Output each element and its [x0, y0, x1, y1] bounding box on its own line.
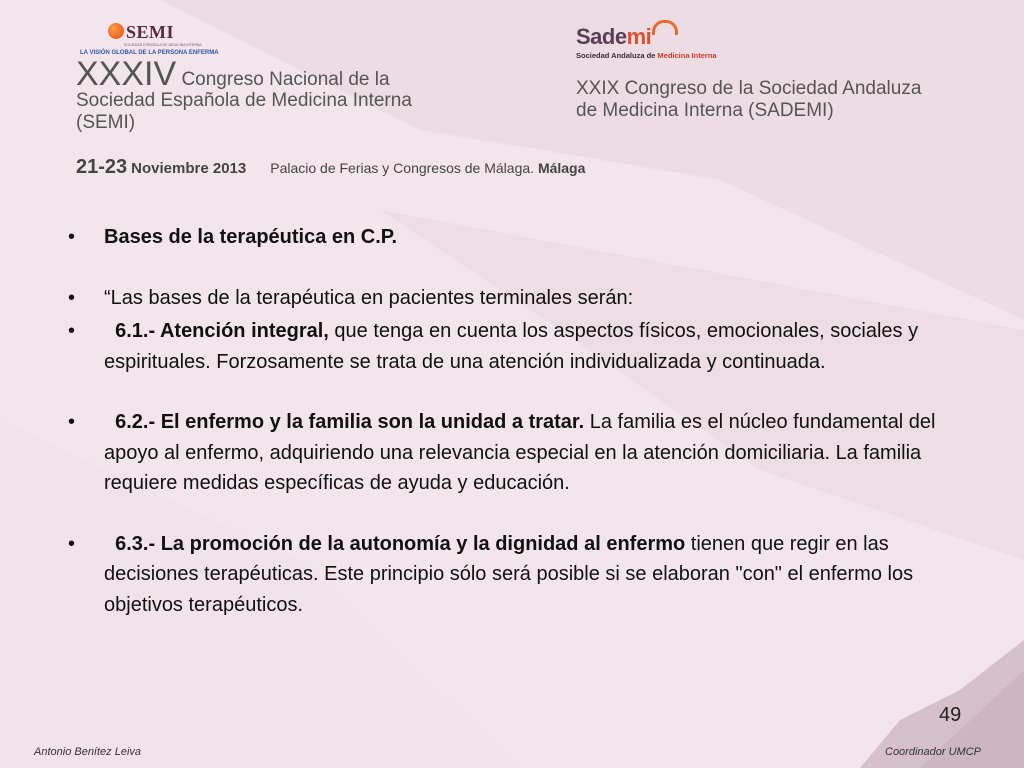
- semi-logo-icon: [108, 23, 124, 39]
- congress-line2: Sociedad Española de Medicina Interna: [76, 90, 412, 111]
- bullet-text: tienen que regir en las decisiones terapéuticas. Este principio sólo será posible si se elaboran "con" el enfermo los objetivos terapéuticos.: [104, 532, 914, 616]
- bullet-item: [68, 407, 968, 499]
- bullet-text: Bases de la terapéutica en C.P.: [104, 226, 398, 248]
- semi-logo-name: SEMI: [126, 22, 175, 42]
- bullet-text: que tenga en cuenta los aspectos físicos, emocionales, sociales y espirituales. Forzosamente se trata de una atención individualizada y continuada.: [104, 320, 919, 373]
- bullet-bold-text: 6.3.- La promoción de la autonomía y la dignidad al enfermo: [115, 532, 686, 555]
- sademi-arc-icon: [652, 20, 678, 35]
- bullet-bold-text: 6.1.- Atención integral,: [115, 320, 329, 342]
- semi-logo-subtitle: SOCIEDAD ESPAÑOLA DE MEDICINA INTERNA: [124, 43, 202, 47]
- bullet-item: [68, 316, 968, 377]
- congress-line3: (SEMI): [76, 112, 136, 133]
- semi-logo-tagline: LA VISIÓN GLOBAL DE LA PERSONA ENFERMA: [80, 50, 219, 56]
- bullet-item: [68, 222, 968, 253]
- footer-role: Coordinador UMCP: [885, 746, 981, 758]
- sademi-line2: de Medicina Interna (SADEMI): [576, 100, 834, 121]
- slide-content: [68, 222, 968, 620]
- dates-month: Noviembre 2013: [131, 160, 247, 177]
- bullet-text: La familia es el núcleo fundamental del apoyo al enfermo, adquiriendo una relevancia especial en la atención domiciliaria. La familia requiere medidas específicas de ayuda y educación.: [104, 411, 936, 494]
- congress-line1: Congreso Nacional de la: [181, 69, 390, 90]
- sademi-logo-subtitle: Sociedad Andaluza de Medicina Interna: [576, 51, 717, 60]
- venue: Palacio de Ferias y Congresos de Málaga. Málaga: [270, 160, 586, 176]
- congress-dates: [76, 156, 585, 179]
- dates-days: 21-23: [76, 156, 128, 178]
- semi-congress-title: [76, 55, 412, 134]
- bullet-item: [68, 529, 968, 621]
- bullet-icon: •: [68, 411, 76, 433]
- bullet-bold-text: 6.2.- El enfermo y la familia son la unidad a tratar.: [115, 411, 585, 433]
- bullet-item: [68, 283, 968, 314]
- bullet-icon: •: [68, 320, 76, 342]
- bullet-icon: •: [68, 532, 76, 555]
- sademi-logo: [576, 24, 717, 60]
- bullet-icon: •: [68, 286, 76, 309]
- sademi-logo-name: Sademi: [576, 24, 652, 49]
- footer-author: Antonio Benítez Leiva: [34, 746, 142, 758]
- bullet-icon: •: [68, 226, 76, 248]
- sademi-line1: XXIX Congreso de la Sociedad Andaluza: [576, 78, 922, 99]
- congress-number: XXXIV: [76, 55, 177, 93]
- semi-logo: [80, 22, 219, 58]
- page-number: 49: [939, 704, 962, 726]
- bullet-text: “Las bases de la terapéutica en pacientes terminales serán:: [104, 286, 634, 309]
- sademi-congress-title: [576, 78, 921, 122]
